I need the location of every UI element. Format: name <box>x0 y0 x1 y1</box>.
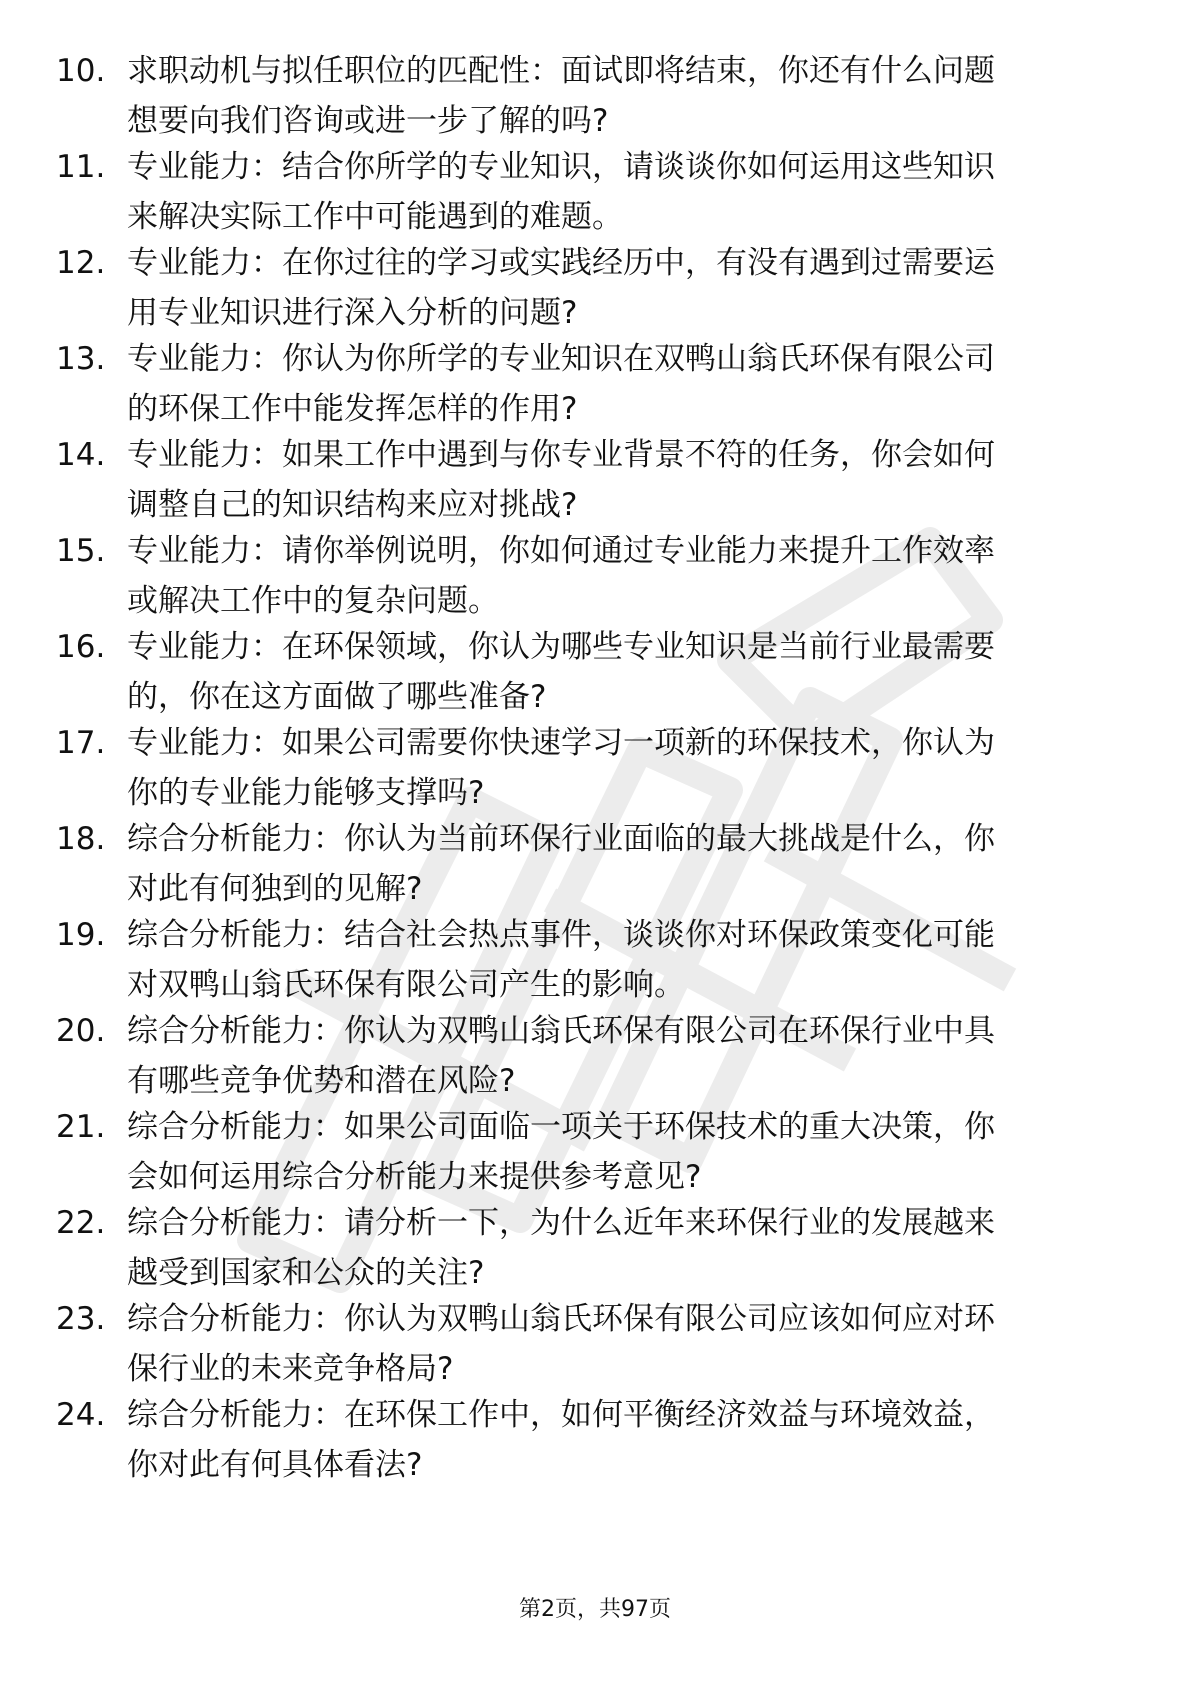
question-text <box>127 1198 1127 1298</box>
list-item <box>0 238 1190 338</box>
question-line: 专业能力：你认为你所学的专业知识在双鸭山翁氏环保有限公司 <box>127 341 995 377</box>
question-number: 24. <box>56 1397 106 1433</box>
question-line: 专业能力：在环保领域，你认为哪些专业知识是当前行业最需要 <box>127 629 995 665</box>
question-text <box>127 814 1127 914</box>
list-item <box>0 1294 1190 1394</box>
question-text <box>127 910 1127 1010</box>
list-item <box>0 526 1190 626</box>
question-line: 你对此有何具体看法? <box>127 1447 423 1483</box>
question-number: 11. <box>56 149 106 185</box>
question-line: 综合分析能力：如果公司面临一项关于环保技术的重大决策，你 <box>127 1109 995 1145</box>
page-footer: 第2页，共97页 <box>519 1597 671 1622</box>
question-text <box>127 718 1127 818</box>
question-line: 对此有何独到的见解? <box>127 871 423 907</box>
question-line: 会如何运用综合分析能力来提供参考意见? <box>127 1159 702 1195</box>
question-number: 20. <box>56 1013 106 1049</box>
list-item <box>0 718 1190 818</box>
question-line: 综合分析能力：你认为双鸭山翁氏环保有限公司在环保行业中具 <box>127 1013 995 1049</box>
list-item <box>0 1006 1190 1106</box>
question-line: 来解决实际工作中可能遇到的难题。 <box>127 199 623 235</box>
list-item <box>0 46 1190 146</box>
question-line: 求职动机与拟任职位的匹配性：面试即将结束，你还有什么问题 <box>127 53 995 89</box>
question-text <box>127 1102 1127 1202</box>
question-line: 综合分析能力：结合社会热点事件，谈谈你对环保政策变化可能 <box>127 917 995 953</box>
question-line: 专业能力：在你过往的学习或实践经历中，有没有遇到过需要运 <box>127 245 995 281</box>
question-line: 专业能力：如果公司需要你快速学习一项新的环保技术，你认为 <box>127 725 995 761</box>
question-text <box>127 1006 1127 1106</box>
question-number: 12. <box>56 245 106 281</box>
question-text <box>127 622 1127 722</box>
question-text <box>127 430 1127 530</box>
question-line: 有哪些竞争优势和潜在风险? <box>127 1063 516 1099</box>
question-line: 综合分析能力：请分析一下，为什么近年来环保行业的发展越来 <box>127 1205 995 1241</box>
question-line: 专业能力：请你举例说明，你如何通过专业能力来提升工作效率 <box>127 533 995 569</box>
question-number: 18. <box>56 821 106 857</box>
question-number: 19. <box>56 917 106 953</box>
question-text <box>127 238 1127 338</box>
question-number: 22. <box>56 1205 106 1241</box>
question-line: 想要向我们咨询或进一步了解的吗? <box>127 103 609 139</box>
question-line: 的环保工作中能发挥怎样的作用? <box>127 391 578 427</box>
question-text <box>127 1390 1127 1490</box>
question-line: 越受到国家和公众的关注? <box>127 1255 485 1291</box>
list-item <box>0 814 1190 914</box>
question-number: 15. <box>56 533 106 569</box>
question-line: 综合分析能力：在环保工作中，如何平衡经济效益与环境效益， <box>127 1397 995 1433</box>
list-item <box>0 430 1190 530</box>
question-number: 16. <box>56 629 106 665</box>
question-number: 13. <box>56 341 106 377</box>
question-text <box>127 142 1127 242</box>
question-line: 专业能力：如果工作中遇到与你专业背景不符的任务，你会如何 <box>127 437 995 473</box>
question-line: 综合分析能力：你认为双鸭山翁氏环保有限公司应该如何应对环 <box>127 1301 995 1337</box>
list-item <box>0 1390 1190 1490</box>
list-item <box>0 910 1190 1010</box>
question-number: 17. <box>56 725 106 761</box>
question-line: 保行业的未来竞争格局? <box>127 1351 454 1387</box>
question-line: 综合分析能力：你认为当前环保行业面临的最大挑战是什么，你 <box>127 821 995 857</box>
list-item <box>0 622 1190 722</box>
question-line: 或解决工作中的复杂问题。 <box>127 583 499 619</box>
question-number: 10. <box>56 53 106 89</box>
list-item <box>0 142 1190 242</box>
question-line: 你的专业能力能够支撑吗? <box>127 775 485 811</box>
question-text <box>127 1294 1127 1394</box>
question-line: 用专业知识进行深入分析的问题? <box>127 295 578 331</box>
question-number: 21. <box>56 1109 106 1145</box>
question-text <box>127 526 1127 626</box>
question-line: 对双鸭山翁氏环保有限公司产生的影响。 <box>127 967 685 1003</box>
question-number: 23. <box>56 1301 106 1337</box>
question-line: 专业能力：结合你所学的专业知识，请谈谈你如何运用这些知识 <box>127 149 995 185</box>
list-item <box>0 334 1190 434</box>
question-number: 14. <box>56 437 106 473</box>
question-text <box>127 46 1127 146</box>
list-item <box>0 1198 1190 1298</box>
list-item <box>0 1102 1190 1202</box>
question-line: 调整自己的知识结构来应对挑战? <box>127 487 578 523</box>
question-text <box>127 334 1127 434</box>
question-line: 的，你在这方面做了哪些准备? <box>127 679 547 715</box>
